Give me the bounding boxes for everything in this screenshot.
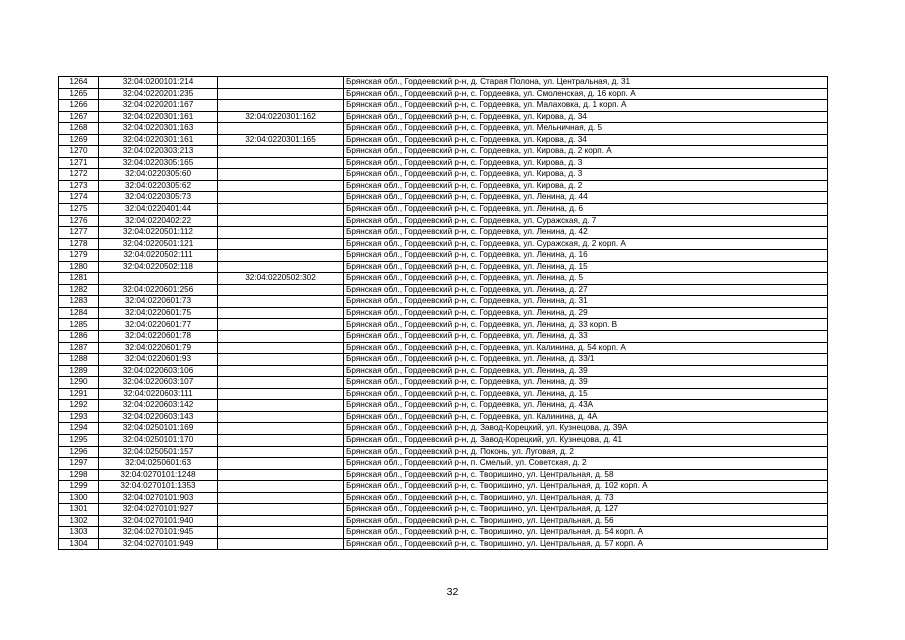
parent-cadastral-number-cell [218, 296, 344, 308]
parent-cadastral-number-cell [218, 250, 344, 262]
row-number-cell: 1268 [59, 123, 99, 135]
row-number-cell: 1274 [59, 192, 99, 204]
cadastral-number-cell: 32:04:0220303:213 [99, 146, 218, 158]
parent-cadastral-number-cell [218, 354, 344, 366]
table-row [59, 296, 828, 308]
parent-cadastral-number-cell [218, 400, 344, 412]
table-row [59, 284, 828, 296]
address-cell: Брянская обл., Гордеевский р-н, с. Творишино, ул. Центральная, д. 127 [344, 504, 828, 516]
address-cell: Брянская обл., Гордеевский р-н, с. Гордеевка, ул. Малаховка, д. 1 корп. А [344, 100, 828, 112]
cadastral-number-cell: 32:04:0220305:62 [99, 180, 218, 192]
address-cell: Брянская обл., Гордеевский р-н, с. Творишино, ул. Центральная, д. 57 корп. А [344, 538, 828, 550]
address-cell: Брянская обл., Гордеевский р-н, с. Гордеевка, ул. Ленина, д. 29 [344, 307, 828, 319]
row-number-cell: 1290 [59, 377, 99, 389]
cadastral-number-cell: 32:04:0270101:940 [99, 515, 218, 527]
cadastral-number-cell: 32:04:0270101:903 [99, 492, 218, 504]
cadastral-number-cell: 32:04:0250601:63 [99, 458, 218, 470]
row-number-cell: 1297 [59, 458, 99, 470]
parent-cadastral-number-cell [218, 261, 344, 273]
row-number-cell: 1281 [59, 273, 99, 285]
address-cell: Брянская обл., Гордеевский р-н, с. Гордеевка, ул. Ленина, д. 16 [344, 250, 828, 262]
row-number-cell: 1271 [59, 157, 99, 169]
parent-cadastral-number-cell [218, 538, 344, 550]
cadastral-number-cell: 32:04:0220502:118 [99, 261, 218, 273]
row-number-cell: 1302 [59, 515, 99, 527]
cadastral-number-cell: 32:04:0250501:157 [99, 446, 218, 458]
address-cell: Брянская обл., Гордеевский р-н, с. Творишино, ул. Центральная, д. 58 [344, 469, 828, 481]
cadastral-number-cell: 32:04:0220603:143 [99, 411, 218, 423]
registry-table [58, 76, 828, 550]
table-row [59, 88, 828, 100]
row-number-cell: 1275 [59, 204, 99, 216]
cadastral-number-cell: 32:04:0220305:60 [99, 169, 218, 181]
cadastral-number-cell: 32:04:0270101:945 [99, 527, 218, 539]
cadastral-number-cell: 32:04:0220601:78 [99, 331, 218, 343]
row-number-cell: 1298 [59, 469, 99, 481]
address-cell: Брянская обл., Гордеевский р-н, д. Поконь, ул. Луговая, д. 2 [344, 446, 828, 458]
cadastral-number-cell: 32:04:0220601:73 [99, 296, 218, 308]
address-cell: Брянская обл., Гордеевский р-н, с. Творишино, ул. Центральная, д. 102 корп. А [344, 481, 828, 493]
cadastral-number-cell: 32:04:0220201:167 [99, 100, 218, 112]
parent-cadastral-number-cell: 32:04:0220301:162 [218, 111, 344, 123]
parent-cadastral-number-cell [218, 307, 344, 319]
parent-cadastral-number-cell [218, 169, 344, 181]
address-cell: Брянская обл., Гордеевский р-н, с. Гордеевка, ул. Смоленская, д. 16 корп. А [344, 88, 828, 100]
cadastral-number-cell: 32:04:0270101:949 [99, 538, 218, 550]
parent-cadastral-number-cell [218, 469, 344, 481]
address-cell: Брянская обл., Гордеевский р-н, с. Гордеевка, ул. Ленина, д. 31 [344, 296, 828, 308]
parent-cadastral-number-cell [218, 192, 344, 204]
address-cell: Брянская обл., Гордеевский р-н, с. Гордеевка, ул. Ленина, д. 33 [344, 331, 828, 343]
cadastral-number-cell: 32:04:0220201:235 [99, 88, 218, 100]
row-number-cell: 1279 [59, 250, 99, 262]
parent-cadastral-number-cell [218, 227, 344, 239]
address-cell: Брянская обл., Гордеевский р-н, с. Гордеевка, ул. Ленина, д. 15 [344, 388, 828, 400]
table-row [59, 157, 828, 169]
table-row [59, 204, 828, 216]
address-cell: Брянская обл., Гордеевский р-н, с. Творишино, ул. Центральная, д. 56 [344, 515, 828, 527]
parent-cadastral-number-cell [218, 77, 344, 89]
parent-cadastral-number-cell [218, 204, 344, 216]
cadastral-number-cell: 32:04:0220301:163 [99, 123, 218, 135]
parent-cadastral-number-cell [218, 492, 344, 504]
table-row [59, 227, 828, 239]
table-row [59, 273, 828, 285]
cadastral-number-cell: 32:04:0220305:165 [99, 157, 218, 169]
address-cell: Брянская обл., Гордеевский р-н, д. Завод-Корецкий, ул. Кузнецова, д. 39А [344, 423, 828, 435]
table-row [59, 331, 828, 343]
table-row [59, 261, 828, 273]
address-cell: Брянская обл., Гордеевский р-н, с. Гордеевка, ул. Ленина, д. 33/1 [344, 354, 828, 366]
table-row [59, 446, 828, 458]
parent-cadastral-number-cell [218, 123, 344, 135]
row-number-cell: 1267 [59, 111, 99, 123]
address-cell: Брянская обл., Гордеевский р-н, д. Завод-Корецкий, ул. Кузнецова, д. 41 [344, 434, 828, 446]
parent-cadastral-number-cell [218, 284, 344, 296]
address-cell: Брянская обл., Гордеевский р-н, с. Гордеевка, ул. Ленина, д. 27 [344, 284, 828, 296]
address-cell: Брянская обл., Гордеевский р-н, с. Гордеевка, ул. Калинина, д. 54 корп. А [344, 342, 828, 354]
registry-table-body [59, 77, 828, 550]
cadastral-number-cell: 32:04:0220603:106 [99, 365, 218, 377]
page-number: 32 [446, 586, 459, 598]
parent-cadastral-number-cell [218, 180, 344, 192]
parent-cadastral-number-cell [218, 423, 344, 435]
row-number-cell: 1284 [59, 307, 99, 319]
row-number-cell: 1278 [59, 238, 99, 250]
table-row [59, 192, 828, 204]
address-cell: Брянская обл., Гордеевский р-н, с. Гордеевка, ул. Кирова, д. 2 [344, 180, 828, 192]
row-number-cell: 1277 [59, 227, 99, 239]
table-row [59, 111, 828, 123]
table-row [59, 400, 828, 412]
parent-cadastral-number-cell [218, 157, 344, 169]
cadastral-number-cell: 32:04:0220601:256 [99, 284, 218, 296]
row-number-cell: 1300 [59, 492, 99, 504]
parent-cadastral-number-cell [218, 146, 344, 158]
row-number-cell: 1289 [59, 365, 99, 377]
row-number-cell: 1276 [59, 215, 99, 227]
address-cell: Брянская обл., Гордеевский р-н, с. Гордеевка, ул. Мельничная, д. 5 [344, 123, 828, 135]
cadastral-number-cell: 32:04:0270101:1353 [99, 481, 218, 493]
table-row [59, 354, 828, 366]
address-cell: Брянская обл., Гордеевский р-н, с. Гордеевка, ул. Ленина, д. 5 [344, 273, 828, 285]
address-cell: Брянская обл., Гордеевский р-н, с. Гордеевка, ул. Ленина, д. 33 корп. В [344, 319, 828, 331]
row-number-cell: 1280 [59, 261, 99, 273]
address-cell: Брянская обл., Гордеевский р-н, с. Гордеевка, ул. Ленина, д. 6 [344, 204, 828, 216]
cadastral-number-cell: 32:04:0220601:77 [99, 319, 218, 331]
parent-cadastral-number-cell [218, 481, 344, 493]
parent-cadastral-number-cell: 32:04:0220301:165 [218, 134, 344, 146]
parent-cadastral-number-cell [218, 319, 344, 331]
address-cell: Брянская обл., Гордеевский р-н, с. Гордеевка, ул. Ленина, д. 39 [344, 377, 828, 389]
cadastral-number-cell: 32:04:0220305:73 [99, 192, 218, 204]
address-cell: Брянская обл., Гордеевский р-н, с. Гордеевка, ул. Ленина, д. 15 [344, 261, 828, 273]
row-number-cell: 1264 [59, 77, 99, 89]
cadastral-number-cell: 32:04:0220301:161 [99, 111, 218, 123]
table-row [59, 342, 828, 354]
row-number-cell: 1266 [59, 100, 99, 112]
parent-cadastral-number-cell [218, 238, 344, 250]
table-row [59, 146, 828, 158]
table-row [59, 411, 828, 423]
table-row [59, 77, 828, 89]
parent-cadastral-number-cell [218, 215, 344, 227]
parent-cadastral-number-cell [218, 377, 344, 389]
address-cell: Брянская обл., Гордеевский р-н, д. Старая Полона, ул. Центральная, д. 31 [344, 77, 828, 89]
parent-cadastral-number-cell: 32:04:0220502:302 [218, 273, 344, 285]
parent-cadastral-number-cell [218, 100, 344, 112]
row-number-cell: 1301 [59, 504, 99, 516]
row-number-cell: 1283 [59, 296, 99, 308]
row-number-cell: 1303 [59, 527, 99, 539]
table-row [59, 504, 828, 516]
cadastral-number-cell: 32:04:0220501:121 [99, 238, 218, 250]
cadastral-number-cell: 32:04:0220301:161 [99, 134, 218, 146]
row-number-cell: 1282 [59, 284, 99, 296]
cadastral-number-cell: 32:04:0220603:107 [99, 377, 218, 389]
parent-cadastral-number-cell [218, 365, 344, 377]
parent-cadastral-number-cell [218, 434, 344, 446]
parent-cadastral-number-cell [218, 515, 344, 527]
parent-cadastral-number-cell [218, 504, 344, 516]
row-number-cell: 1285 [59, 319, 99, 331]
table-row [59, 458, 828, 470]
table-row [59, 100, 828, 112]
cadastral-number-cell: 32:04:0220402:22 [99, 215, 218, 227]
row-number-cell: 1296 [59, 446, 99, 458]
address-cell: Брянская обл., Гордеевский р-н, с. Творишино, ул. Центральная, д. 54 корп. А [344, 527, 828, 539]
cadastral-number-cell: 32:04:0220401:44 [99, 204, 218, 216]
table-row [59, 377, 828, 389]
row-number-cell: 1291 [59, 388, 99, 400]
table-row [59, 469, 828, 481]
cadastral-number-cell: 32:04:0220603:111 [99, 388, 218, 400]
address-cell: Брянская обл., Гордеевский р-н, с. Гордеевка, ул. Кирова, д. 3 [344, 169, 828, 181]
address-cell: Брянская обл., Гордеевский р-н, с. Гордеевка, ул. Кирова, д. 2 корп. А [344, 146, 828, 158]
address-cell: Брянская обл., Гордеевский р-н, с. Творишино, ул. Центральная, д. 73 [344, 492, 828, 504]
row-number-cell: 1287 [59, 342, 99, 354]
table-row [59, 492, 828, 504]
parent-cadastral-number-cell [218, 342, 344, 354]
address-cell: Брянская обл., Гордеевский р-н, с. Гордеевка, ул. Ленина, д. 44 [344, 192, 828, 204]
row-number-cell: 1270 [59, 146, 99, 158]
parent-cadastral-number-cell [218, 88, 344, 100]
parent-cadastral-number-cell [218, 331, 344, 343]
row-number-cell: 1304 [59, 538, 99, 550]
parent-cadastral-number-cell [218, 411, 344, 423]
table-row [59, 123, 828, 135]
table-row [59, 515, 828, 527]
cadastral-number-cell: 32:04:0250101:169 [99, 423, 218, 435]
cadastral-number-cell: 32:04:0220601:79 [99, 342, 218, 354]
table-row [59, 307, 828, 319]
table-row [59, 388, 828, 400]
row-number-cell: 1286 [59, 331, 99, 343]
address-cell: Брянская обл., Гордеевский р-н, с. Гордеевка, ул. Ленина, д. 42 [344, 227, 828, 239]
table-row [59, 423, 828, 435]
address-cell: Брянская обл., Гордеевский р-н, с. Гордеевка, ул. Суражская, д. 2 корп. А [344, 238, 828, 250]
table-row [59, 481, 828, 493]
address-cell: Брянская обл., Гордеевский р-н, с. Гордеевка, ул. Ленина, д. 39 [344, 365, 828, 377]
table-row [59, 538, 828, 550]
table-row [59, 134, 828, 146]
cadastral-number-cell: 32:04:0220501:112 [99, 227, 218, 239]
parent-cadastral-number-cell [218, 446, 344, 458]
address-cell: Брянская обл., Гордеевский р-н, с. Гордеевка, ул. Кирова, д. 34 [344, 111, 828, 123]
address-cell: Брянская обл., Гордеевский р-н, п. Смелый, ул. Советская, д. 2 [344, 458, 828, 470]
row-number-cell: 1272 [59, 169, 99, 181]
table-row [59, 250, 828, 262]
parent-cadastral-number-cell [218, 527, 344, 539]
parent-cadastral-number-cell [218, 388, 344, 400]
address-cell: Брянская обл., Гордеевский р-н, с. Гордеевка, ул. Кирова, д. 34 [344, 134, 828, 146]
table-row [59, 319, 828, 331]
table-row [59, 180, 828, 192]
row-number-cell: 1299 [59, 481, 99, 493]
row-number-cell: 1295 [59, 434, 99, 446]
table-row [59, 434, 828, 446]
row-number-cell: 1294 [59, 423, 99, 435]
address-cell: Брянская обл., Гордеевский р-н, с. Гордеевка, ул. Калинина, д. 4А [344, 411, 828, 423]
address-cell: Брянская обл., Гордеевский р-н, с. Гордеевка, ул. Суражская, д. 7 [344, 215, 828, 227]
cadastral-number-cell: 32:04:0270101:1248 [99, 469, 218, 481]
row-number-cell: 1265 [59, 88, 99, 100]
table-row [59, 365, 828, 377]
table-row [59, 215, 828, 227]
table-row [59, 527, 828, 539]
address-cell: Брянская обл., Гордеевский р-н, с. Гордеевка, ул. Кирова, д. 3 [344, 157, 828, 169]
row-number-cell: 1292 [59, 400, 99, 412]
row-number-cell: 1288 [59, 354, 99, 366]
parent-cadastral-number-cell [218, 458, 344, 470]
cadastral-number-cell: 32:04:0200101:214 [99, 77, 218, 89]
address-cell: Брянская обл., Гордеевский р-н, с. Гордеевка, ул. Ленина, д. 43А [344, 400, 828, 412]
cadastral-number-cell [99, 273, 218, 285]
cadastral-number-cell: 32:04:0220601:93 [99, 354, 218, 366]
row-number-cell: 1269 [59, 134, 99, 146]
row-number-cell: 1293 [59, 411, 99, 423]
cadastral-number-cell: 32:04:0270101:927 [99, 504, 218, 516]
cadastral-number-cell: 32:04:0250101:170 [99, 434, 218, 446]
table-row [59, 238, 828, 250]
cadastral-number-cell: 32:04:0220601:75 [99, 307, 218, 319]
row-number-cell: 1273 [59, 180, 99, 192]
cadastral-number-cell: 32:04:0220502:111 [99, 250, 218, 262]
cadastral-number-cell: 32:04:0220603:142 [99, 400, 218, 412]
table-row [59, 169, 828, 181]
